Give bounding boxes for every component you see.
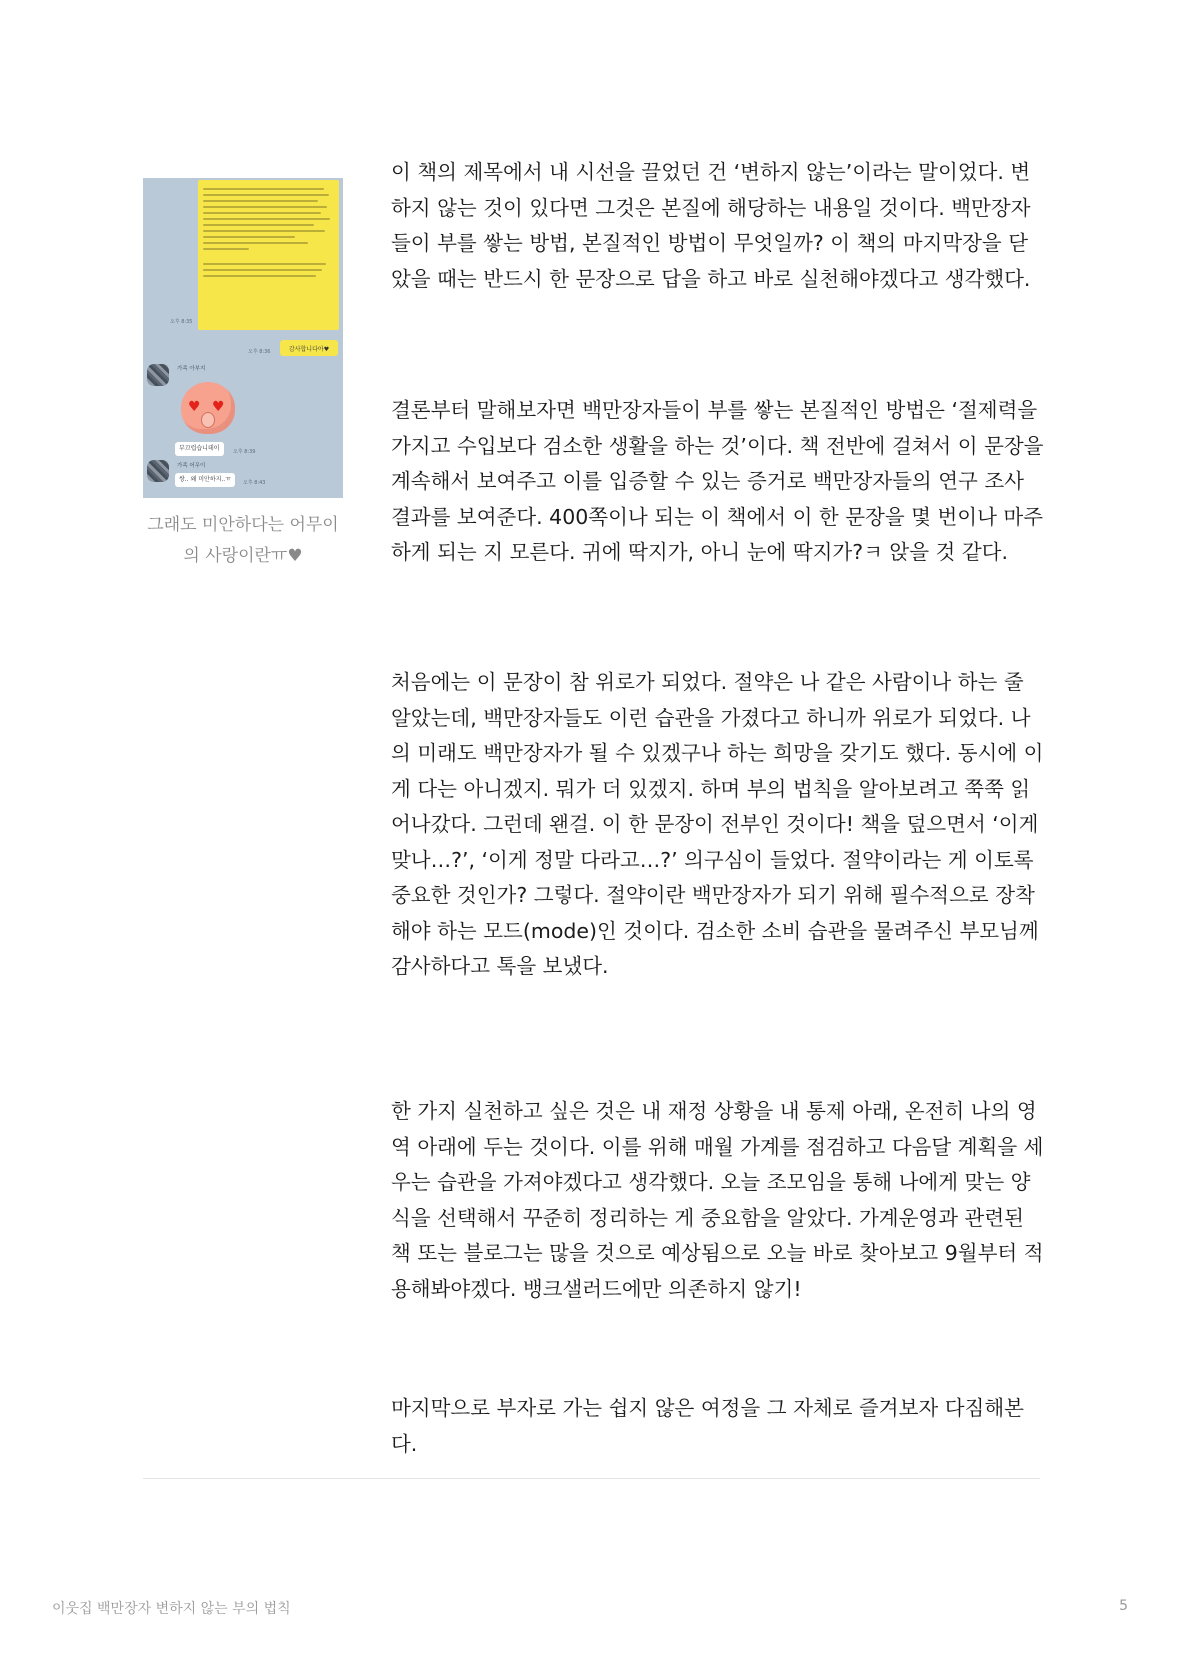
chat-time: 오후 8:36: [248, 349, 271, 355]
paragraph: 한 가지 실천하고 싶은 것은 내 재정 상황을 내 통제 아래, 온전히 나의 영역 아래에 두는 것이다. 이를 위해 매월 가계를 점검하고 다음달 계획을 세우는 습관을 가져야겠다고 생각했다. 오늘 조모임을 통해 나에게 맞는 양식을 선택해서 꾸준히 정리하는 게 중요함을 알았다. 가계운영과 관련된 책 또는 블로그는 많을 것으로 예상됨으로 오늘 바로 찾아보고 9월부터 적용해봐야겠다. 뱅크샐러드에만 의존하지 않기!: [391, 1099, 1044, 1301]
section-divider: [143, 1478, 1040, 1479]
chat-sender-name: 가족 어무이: [177, 463, 206, 469]
chat-bubble-reply: 부끄럽습니데이: [175, 442, 224, 456]
footer-document-title: 이웃집 백만장자 변하지 않는 부의 법칙: [52, 1601, 291, 1617]
paragraph: 결론부터 말해보자면 백만장자들이 부를 쌓는 본질적인 방법은 ‘절제력을 가지고 수입보다 검소한 생활을 하는 것’이다. 책 전반에 걸쳐서 이 문장을 계속해서 보여주고 이를 입증할 수 있는 증거로 백만장자들의 연구 조사 결과를 보여준다. 400쪽이나 되는 이 책에서 이 한 문장을 몇 번이나 마주하게 되는 지 모른다. 귀에 딱지가, 아니 눈에 딱지가?ㅋ 앉을 것 같다.: [391, 398, 1044, 564]
chat-bubble-thanks: 감사합니다아♥: [280, 340, 338, 356]
page-number: 5: [1119, 1598, 1128, 1614]
chat-time: 오후 8:43: [243, 480, 266, 486]
paragraph: 이 책의 제목에서 내 시선을 끌었던 건 ‘변하지 않는’이라는 말이었다. 변하지 않는 것이 있다면 그것은 본질에 해당하는 내용일 것이다. 백만장자들이 부를 쌓는 방법, 본질적인 방법이 무엇일까? 이 책의 마지막장을 닫았을 때는 반드시 한 문장으로 답을 하고 바로 실천해야겠다고 생각했다.: [391, 160, 1031, 291]
figure-caption: 그래도 미안하다는 어무이의 사랑이란ㅠ♥: [147, 515, 339, 566]
chat-bubble-long-message: [198, 180, 339, 330]
chat-time: 오후 8:35: [170, 319, 193, 325]
chat-time: 오후 8:39: [233, 449, 256, 455]
peach-emoticon-icon: ♥ ♥: [181, 382, 235, 434]
paragraph: 마지막으로 부자로 가는 쉽지 않은 여정을 그 자체로 즐겨보자 다짐해본다.: [391, 1396, 1024, 1456]
paragraph: 처음에는 이 문장이 참 위로가 되었다. 절약은 나 같은 사람이나 하는 줄 알았는데, 백만장자들도 이런 습관을 가졌다고 하니까 위로가 되었다. 나의 미래도 백만장자가 될 수 있겠구나 하는 희망을 갖기도 했다. 동시에 이게 다는 아니겠지. 뭐가 더 있겠지. 하며 부의 법칙을 알아보려고 쭉쭉 읽어나갔다. 그런데 왠걸. 이 한 문장이 전부인 것이다! 책을 덮으면서 ‘이게 맞나…?’, ‘이게 정말 다라고…?’ 의구심이 들었다. 절약이라는 게 이토록 중요한 것인가? 그렇다. 절약이란 백만장자가 되기 위해 필수적으로 장착해야 하는 모드(mode)인 것이다. 검소한 소비 습관을 물려주신 부모님께 감사하다고 톡을 보냈다.: [391, 670, 1044, 978]
avatar: [147, 460, 169, 482]
avatar: [147, 364, 169, 386]
chat-screenshot-image: [143, 178, 343, 498]
chat-sender-name: 가족 아부지: [177, 366, 206, 372]
chat-bubble-reply: 쌍.. 왜 미안하지..ㅠ: [175, 473, 235, 487]
